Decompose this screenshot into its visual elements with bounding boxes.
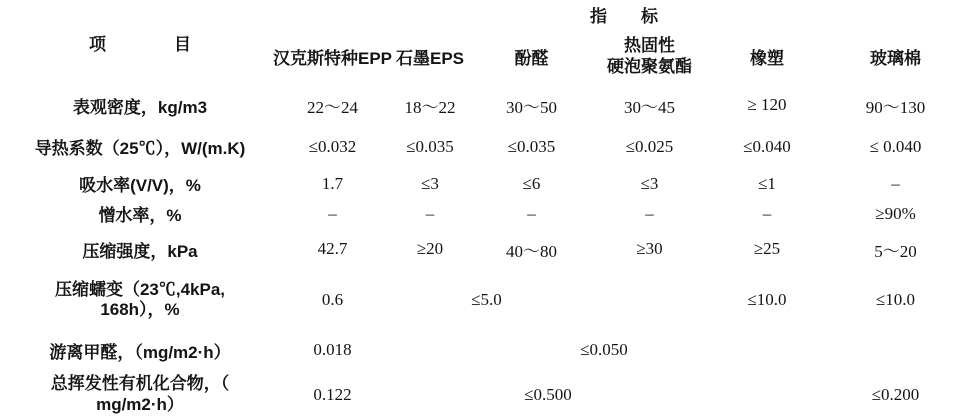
cell-absorption-polyurethane: ≤3	[640, 173, 659, 193]
column-header-polyurethane-line1: 热固性	[624, 36, 675, 56]
cell-absorption-eps: ≤3	[421, 173, 439, 193]
cell-strength-phenolic: 40～80	[506, 241, 557, 261]
row-label-hydrophobicity: 憎水率，%	[98, 206, 182, 225]
cell-conductivity-glass: ≤ 0.040	[869, 136, 922, 156]
row-label-water-absorption: 吸水率(V/V)，%	[79, 176, 201, 195]
cell-absorption-rubber: ≤1	[758, 173, 776, 193]
cell-conductivity-eps: ≤0.035	[406, 136, 454, 156]
cell-tvoc-merged: ≤0.500	[524, 384, 572, 404]
cell-conductivity-polyurethane: ≤0.025	[625, 136, 674, 156]
cell-absorption-glass: –	[891, 173, 900, 193]
column-header-rubber-plastic: 橡塑	[750, 49, 784, 68]
cell-hydrophobicity-phenolic: –	[527, 203, 536, 223]
cell-strength-rubber: ≥25	[753, 239, 781, 258]
cell-density-polyurethane: 30～45	[624, 97, 675, 117]
column-header-graphite-eps: 石墨EPS	[395, 49, 465, 68]
cell-conductivity-epp: ≤0.032	[308, 136, 357, 156]
cell-absorption-epp: 1.7	[321, 173, 344, 193]
row-label-compressive-strength: 压缩强度，kPa	[82, 241, 198, 261]
cell-strength-epp: 42.7	[317, 239, 348, 258]
row-label-compressive-creep-line2: 168h），%	[100, 300, 180, 319]
cell-hydrophobicity-glass: ≥90%	[875, 203, 916, 223]
cell-creep-eps-phenolic-merged: ≤5.0	[471, 290, 502, 309]
cell-conductivity-phenolic: ≤0.035	[507, 136, 556, 156]
cell-conductivity-rubber: ≤0.040	[743, 136, 791, 156]
item-column-header: 项 目	[89, 35, 191, 54]
row-label-compressive-creep-line1: 压缩蠕变（23℃,4kPa,	[54, 279, 226, 299]
row-label-conductivity: 导热系数（25℃），W/(m.K)	[34, 139, 246, 158]
row-label-tvoc	[0, 370, 280, 419]
cell-density-rubber: ≥ 120	[747, 95, 787, 114]
cell-strength-polyurethane: ≥30	[636, 239, 663, 258]
cell-absorption-phenolic: ≤6	[522, 173, 541, 193]
column-header-polyurethane	[588, 28, 711, 85]
cell-density-epp: 22～24	[307, 97, 358, 117]
row-label-tvoc-line2: mg/m2·h）	[96, 394, 184, 414]
row-label-tvoc-line1: 总挥发性有机化合物，（	[50, 374, 230, 394]
cell-formaldehyde-epp: 0.018	[313, 340, 352, 359]
row-label-formaldehyde: 游离甲醛，（mg/m2·h）	[49, 342, 231, 362]
cell-creep-rubber: ≤10.0	[747, 290, 787, 309]
row-label-density: 表观密度，kg/m3	[72, 97, 208, 117]
cell-creep-epp: 0.6	[321, 290, 344, 309]
column-header-glass-wool: 玻璃棉	[870, 49, 921, 68]
cell-density-phenolic: 30～50	[506, 97, 557, 117]
cell-density-eps: 18～22	[404, 97, 456, 117]
cell-hydrophobicity-epp: –	[328, 203, 337, 223]
cell-strength-glass: 5～20	[874, 241, 917, 261]
cell-tvoc-glass: ≤0.200	[871, 384, 920, 404]
indicator-group-header: 指 标	[590, 6, 658, 26]
cell-tvoc-epp: 0.122	[313, 384, 352, 404]
column-header-phenolic: 酚醛	[514, 49, 549, 68]
cell-creep-glass: ≤10.0	[875, 290, 916, 309]
row-label-compressive-creep	[0, 270, 280, 330]
column-header-epp: 汉克斯特种EPP	[272, 49, 393, 68]
cell-formaldehyde-merged: ≤0.050	[580, 340, 628, 359]
column-header-polyurethane-line2: 硬泡聚氨酯	[607, 56, 692, 76]
cell-hydrophobicity-polyurethane: –	[645, 203, 654, 223]
cell-hydrophobicity-rubber: –	[762, 203, 772, 223]
cell-density-glass: 90～130	[865, 97, 926, 117]
cell-hydrophobicity-eps: –	[425, 203, 435, 223]
cell-strength-eps: ≥20	[416, 239, 444, 258]
